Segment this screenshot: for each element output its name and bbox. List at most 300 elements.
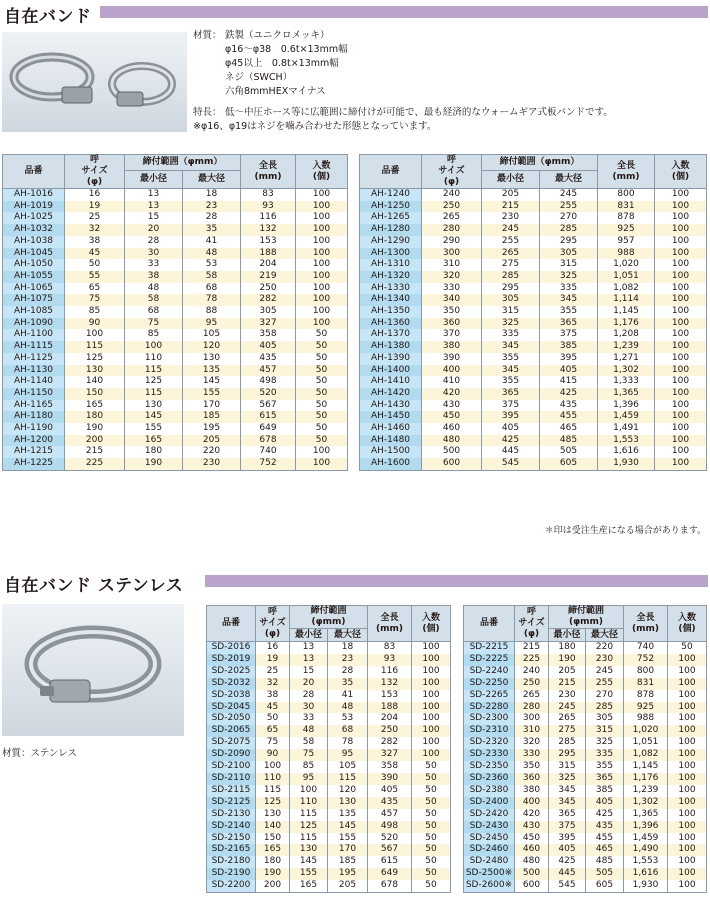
cell-max-diameter: 435 xyxy=(540,400,598,412)
cell-min-diameter: 110 xyxy=(125,353,183,365)
table-row xyxy=(3,224,348,236)
cell-quantity: 100 xyxy=(296,318,348,330)
cell-min-diameter: 355 xyxy=(482,353,540,365)
cell-max-diameter: 315 xyxy=(586,725,624,737)
cell-min-diameter: 345 xyxy=(482,341,540,353)
header-nominal-size: 呼 サイズ (φ) xyxy=(515,606,549,642)
spec-label xyxy=(193,85,225,99)
cell-length: 132 xyxy=(241,224,296,236)
cell-min-diameter: 180 xyxy=(549,642,586,654)
cell-code: AH-1320 xyxy=(360,271,422,283)
cell-max-diameter: 305 xyxy=(586,713,624,725)
cell-quantity: 50 xyxy=(296,353,348,365)
cell-code: SD-2320 xyxy=(464,737,515,749)
cell-code: SD-2140 xyxy=(207,821,256,833)
cell-nominal-size: 165 xyxy=(65,400,125,412)
cell-length: 1,302 xyxy=(598,365,655,377)
cell-max-diameter: 88 xyxy=(183,306,241,318)
cell-code: SD-2065 xyxy=(207,725,256,737)
table-row xyxy=(207,737,451,749)
feature-note: ※φ16、φ19はネジを噛み合わせた形態となっています。 xyxy=(193,121,437,132)
cell-length: 188 xyxy=(241,248,296,260)
cell-max-diameter: 105 xyxy=(328,761,368,773)
table-row xyxy=(360,201,707,213)
cell-code: SD-2025 xyxy=(207,666,256,678)
cell-nominal-size: 19 xyxy=(65,201,125,213)
cell-max-diameter: 245 xyxy=(586,666,624,678)
table-row xyxy=(207,833,451,845)
cell-code: AH-1200 xyxy=(3,435,65,447)
cell-code: AH-1330 xyxy=(360,283,422,295)
cell-min-diameter: 285 xyxy=(482,271,540,283)
cell-length: 1,365 xyxy=(598,388,655,400)
cell-quantity: 100 xyxy=(655,376,707,388)
cell-min-diameter: 75 xyxy=(290,749,328,761)
cell-code: AH-1025 xyxy=(3,212,65,224)
stainless-clamp-illustration xyxy=(2,604,184,736)
cell-code: SD-2380 xyxy=(464,785,515,797)
cell-max-diameter: 220 xyxy=(183,446,241,458)
header-length: 全長 (mm) xyxy=(624,606,668,642)
cell-min-diameter: 30 xyxy=(125,248,183,260)
cell-quantity: 100 xyxy=(655,365,707,377)
table-row xyxy=(360,446,707,458)
cell-length: 1,616 xyxy=(624,868,668,880)
cell-nominal-size: 430 xyxy=(422,400,482,412)
cell-quantity: 100 xyxy=(655,201,707,213)
cell-code: AH-1500 xyxy=(360,446,422,458)
cell-nominal-size: 240 xyxy=(422,189,482,201)
spec-label xyxy=(193,43,225,57)
cell-code: SD-2310 xyxy=(464,725,515,737)
cell-length: 831 xyxy=(598,201,655,213)
cell-nominal-size: 180 xyxy=(65,411,125,423)
cell-length: 498 xyxy=(368,821,412,833)
cell-nominal-size: 130 xyxy=(256,809,290,821)
spec-value: φ45以上 0.8t×13mm幅 xyxy=(225,58,339,69)
table-row xyxy=(3,189,348,201)
cell-quantity: 100 xyxy=(296,458,348,470)
cell-code: AH-1180 xyxy=(3,411,65,423)
cell-nominal-size: 45 xyxy=(256,702,290,714)
cell-max-diameter: 425 xyxy=(540,388,598,400)
table-row xyxy=(3,212,348,224)
cell-max-diameter: 365 xyxy=(540,318,598,330)
cell-min-diameter: 180 xyxy=(125,446,183,458)
cell-quantity: 100 xyxy=(655,212,707,224)
header-clamp-range: 締付範囲（φmm） xyxy=(125,155,241,171)
header-code: 品番 xyxy=(360,155,422,189)
cell-nominal-size: 480 xyxy=(515,856,549,868)
cell-max-diameter: 28 xyxy=(183,212,241,224)
cell-max-diameter: 95 xyxy=(183,318,241,330)
cell-quantity: 100 xyxy=(655,236,707,248)
table-row xyxy=(464,856,707,868)
table-row xyxy=(207,856,451,868)
cell-min-diameter: 365 xyxy=(549,809,586,821)
cell-length: 1,271 xyxy=(598,353,655,365)
cell-min-diameter: 395 xyxy=(482,411,540,423)
cell-quantity: 100 xyxy=(296,271,348,283)
cell-min-diameter: 13 xyxy=(125,189,183,201)
cell-code: SD-2110 xyxy=(207,773,256,785)
cell-code: AH-1280 xyxy=(360,224,422,236)
cell-quantity: 100 xyxy=(296,189,348,201)
cell-code: AH-1410 xyxy=(360,376,422,388)
cell-length: 93 xyxy=(241,201,296,213)
cell-code: AH-1130 xyxy=(3,365,65,377)
cell-min-diameter: 130 xyxy=(125,400,183,412)
cell-min-diameter: 245 xyxy=(482,224,540,236)
cell-quantity: 100 xyxy=(412,666,451,678)
cell-quantity: 100 xyxy=(412,690,451,702)
cell-nominal-size: 290 xyxy=(422,236,482,248)
cell-min-diameter: 325 xyxy=(549,773,586,785)
cell-min-diameter: 315 xyxy=(482,306,540,318)
cell-quantity: 100 xyxy=(296,259,348,271)
cell-max-diameter: 95 xyxy=(328,749,368,761)
cell-quantity: 50 xyxy=(296,423,348,435)
cell-quantity: 100 xyxy=(655,248,707,260)
cell-min-diameter: 445 xyxy=(549,868,586,880)
table-row xyxy=(360,283,707,295)
cell-nominal-size: 265 xyxy=(515,690,549,702)
cell-nominal-size: 320 xyxy=(422,271,482,283)
cell-code: SD-2038 xyxy=(207,690,256,702)
cell-max-diameter: 41 xyxy=(183,236,241,248)
cell-nominal-size: 90 xyxy=(256,749,290,761)
cell-quantity: 50 xyxy=(296,435,348,447)
table-row xyxy=(360,224,707,236)
cell-max-diameter: 185 xyxy=(328,856,368,868)
cell-quantity: 100 xyxy=(655,259,707,271)
cell-min-diameter: 375 xyxy=(549,821,586,833)
cell-min-diameter: 190 xyxy=(125,458,183,470)
cell-max-diameter: 23 xyxy=(183,201,241,213)
cell-quantity: 100 xyxy=(668,761,707,773)
section1-specs xyxy=(193,29,613,134)
cell-code: AH-1085 xyxy=(3,306,65,318)
cell-max-diameter: 325 xyxy=(586,737,624,749)
cell-length: 678 xyxy=(241,435,296,447)
cell-min-diameter: 115 xyxy=(125,365,183,377)
cell-min-diameter: 15 xyxy=(290,666,328,678)
table-row xyxy=(207,761,451,773)
cell-code: SD-2420 xyxy=(464,809,515,821)
cell-max-diameter: 170 xyxy=(183,400,241,412)
table-row xyxy=(207,785,451,797)
table-row xyxy=(360,212,707,224)
cell-max-diameter: 155 xyxy=(328,833,368,845)
table-row xyxy=(360,318,707,330)
table-row xyxy=(207,642,451,654)
cell-max-diameter: 270 xyxy=(586,690,624,702)
cell-max-diameter: 170 xyxy=(328,844,368,856)
cell-quantity: 100 xyxy=(296,283,348,295)
cell-quantity: 50 xyxy=(296,341,348,353)
cell-length: 1,176 xyxy=(598,318,655,330)
cell-min-diameter: 365 xyxy=(482,388,540,400)
cell-min-diameter: 190 xyxy=(549,654,586,666)
cell-quantity: 100 xyxy=(655,458,707,470)
cell-code: SD-2360 xyxy=(464,773,515,785)
cell-length: 1,491 xyxy=(598,423,655,435)
cell-length: 153 xyxy=(241,236,296,248)
cell-max-diameter: 335 xyxy=(586,749,624,761)
cell-min-diameter: 335 xyxy=(482,329,540,341)
table-row xyxy=(360,423,707,435)
cell-length: 405 xyxy=(241,341,296,353)
cell-code: AH-1340 xyxy=(360,294,422,306)
cell-code: AH-1019 xyxy=(3,201,65,213)
cell-max-diameter: 355 xyxy=(586,761,624,773)
cell-nominal-size: 38 xyxy=(65,236,125,248)
cell-min-diameter: 165 xyxy=(125,435,183,447)
cell-length: 1,459 xyxy=(598,411,655,423)
cell-max-diameter: 115 xyxy=(328,773,368,785)
cell-min-diameter: 165 xyxy=(290,880,328,892)
cell-quantity: 100 xyxy=(412,654,451,666)
product-photo-zinc-clamps xyxy=(2,32,187,132)
section1-title: 自在バンド xyxy=(4,7,92,27)
spec-value: ネジ（SWCH） xyxy=(225,72,293,83)
table-row xyxy=(207,678,451,690)
cell-min-diameter: 355 xyxy=(482,376,540,388)
table-row xyxy=(360,365,707,377)
cell-nominal-size: 140 xyxy=(65,376,125,388)
cell-min-diameter: 145 xyxy=(290,856,328,868)
cell-nominal-size: 280 xyxy=(422,224,482,236)
table-row xyxy=(3,353,348,365)
header-quantity: 入数 (個) xyxy=(655,155,707,189)
header-quantity: 入数 (個) xyxy=(296,155,348,189)
cell-min-diameter: 20 xyxy=(125,224,183,236)
cell-min-diameter: 58 xyxy=(125,294,183,306)
cell-quantity: 100 xyxy=(668,713,707,725)
table-row xyxy=(464,737,707,749)
table-row xyxy=(3,435,348,447)
product-photo-stainless-clamp xyxy=(2,604,184,736)
cell-code: SD-2016 xyxy=(207,642,256,654)
cell-nominal-size: 420 xyxy=(515,809,549,821)
cell-min-diameter: 100 xyxy=(290,785,328,797)
cell-max-diameter: 130 xyxy=(183,353,241,365)
cell-code: AH-1290 xyxy=(360,236,422,248)
cell-code: AH-1370 xyxy=(360,329,422,341)
table-row xyxy=(464,880,707,892)
header-length: 全長 (mm) xyxy=(368,606,412,642)
cell-quantity: 100 xyxy=(668,725,707,737)
cell-max-diameter: 78 xyxy=(328,737,368,749)
cell-max-diameter: 68 xyxy=(183,283,241,295)
table-row xyxy=(3,458,348,470)
cell-max-diameter: 120 xyxy=(183,341,241,353)
header-min-diameter: 最小径 xyxy=(482,171,540,189)
table-row xyxy=(360,236,707,248)
header-max-diameter: 最大径 xyxy=(586,629,624,642)
header-nominal-size: 呼 サイズ (φ) xyxy=(422,155,482,189)
cell-quantity: 100 xyxy=(655,189,707,201)
cell-code: AH-1100 xyxy=(3,329,65,341)
header-code: 品番 xyxy=(207,606,256,642)
table-row xyxy=(3,365,348,377)
cell-min-diameter: 265 xyxy=(482,248,540,260)
cell-max-diameter: 375 xyxy=(540,329,598,341)
cell-length: 925 xyxy=(624,702,668,714)
cell-length: 1,176 xyxy=(624,773,668,785)
table-row xyxy=(3,236,348,248)
cell-min-diameter: 405 xyxy=(549,844,586,856)
table-row xyxy=(360,271,707,283)
cell-nominal-size: 460 xyxy=(515,844,549,856)
cell-code: AH-1480 xyxy=(360,435,422,447)
cell-min-diameter: 115 xyxy=(290,833,328,845)
cell-min-diameter: 115 xyxy=(290,809,328,821)
cell-length: 1,239 xyxy=(598,341,655,353)
cell-quantity: 100 xyxy=(655,388,707,400)
cell-length: 188 xyxy=(368,702,412,714)
cell-length: 878 xyxy=(598,212,655,224)
cell-code: AH-1115 xyxy=(3,341,65,353)
cell-quantity: 100 xyxy=(668,868,707,880)
cell-code: AH-1050 xyxy=(3,259,65,271)
cell-nominal-size: 390 xyxy=(422,353,482,365)
cell-length: 1,020 xyxy=(624,725,668,737)
table-row xyxy=(464,833,707,845)
cell-nominal-size: 380 xyxy=(422,341,482,353)
cell-length: 520 xyxy=(368,833,412,845)
stainless-clamp-table-right xyxy=(463,605,707,893)
table-row xyxy=(3,271,348,283)
cell-min-diameter: 345 xyxy=(549,797,586,809)
table-row xyxy=(360,435,707,447)
table-row xyxy=(3,318,348,330)
cell-max-diameter: 145 xyxy=(328,821,368,833)
cell-length: 282 xyxy=(241,294,296,306)
table-row xyxy=(360,189,707,201)
cell-quantity: 50 xyxy=(296,376,348,388)
cell-max-diameter: 285 xyxy=(586,702,624,714)
table-row xyxy=(3,376,348,388)
table-row xyxy=(360,341,707,353)
cell-length: 520 xyxy=(241,388,296,400)
cell-quantity: 100 xyxy=(668,737,707,749)
cell-min-diameter: 110 xyxy=(290,797,328,809)
cell-max-diameter: 485 xyxy=(540,435,598,447)
cell-nominal-size: 300 xyxy=(422,248,482,260)
cell-quantity: 100 xyxy=(655,435,707,447)
cell-nominal-size: 215 xyxy=(65,446,125,458)
cell-nominal-size: 16 xyxy=(256,642,290,654)
cell-nominal-size: 400 xyxy=(422,365,482,377)
cell-length: 925 xyxy=(598,224,655,236)
cell-code: AH-1460 xyxy=(360,423,422,435)
cell-length: 305 xyxy=(241,306,296,318)
cell-quantity: 100 xyxy=(655,423,707,435)
cell-code: SD-2350 xyxy=(464,761,515,773)
cell-quantity: 100 xyxy=(412,725,451,737)
cell-nominal-size: 65 xyxy=(65,283,125,295)
cell-code: AH-1450 xyxy=(360,411,422,423)
cell-length: 1,490 xyxy=(624,844,668,856)
cell-max-diameter: 315 xyxy=(540,259,598,271)
cell-nominal-size: 100 xyxy=(65,329,125,341)
cell-min-diameter: 95 xyxy=(290,773,328,785)
cell-max-diameter: 53 xyxy=(328,713,368,725)
header-code: 品番 xyxy=(3,155,65,189)
cell-code: SD-2050 xyxy=(207,713,256,725)
cell-code: AH-1065 xyxy=(3,283,65,295)
cell-code: AH-1300 xyxy=(360,248,422,260)
cell-code: SD-2100 xyxy=(207,761,256,773)
cell-max-diameter: 605 xyxy=(540,458,598,470)
cell-length: 878 xyxy=(624,690,668,702)
cell-nominal-size: 330 xyxy=(515,749,549,761)
cell-max-diameter: 325 xyxy=(540,271,598,283)
cell-length: 1,930 xyxy=(598,458,655,470)
cell-code: AH-1016 xyxy=(3,189,65,201)
cell-code: AH-1125 xyxy=(3,353,65,365)
cell-length: 1,553 xyxy=(624,856,668,868)
cell-min-diameter: 58 xyxy=(290,737,328,749)
cell-nominal-size: 225 xyxy=(65,458,125,470)
cell-nominal-size: 38 xyxy=(256,690,290,702)
table-row xyxy=(3,446,348,458)
table-row xyxy=(464,690,707,702)
cell-length: 649 xyxy=(368,868,412,880)
cell-code: AH-1055 xyxy=(3,271,65,283)
cell-quantity: 50 xyxy=(412,821,451,833)
cell-max-diameter: 385 xyxy=(540,341,598,353)
cell-max-diameter: 28 xyxy=(328,666,368,678)
spec-value: 六角8mmHEXマイナス xyxy=(225,86,326,97)
table-row xyxy=(464,654,707,666)
cell-code: SD-2019 xyxy=(207,654,256,666)
cell-nominal-size: 600 xyxy=(515,880,549,892)
cell-min-diameter: 155 xyxy=(125,423,183,435)
cell-min-diameter: 305 xyxy=(482,294,540,306)
cell-length: 1,616 xyxy=(598,446,655,458)
cell-quantity: 50 xyxy=(412,761,451,773)
cell-max-diameter: 255 xyxy=(586,678,624,690)
cell-length: 327 xyxy=(368,749,412,761)
cell-code: AH-1430 xyxy=(360,400,422,412)
table-row xyxy=(464,773,707,785)
cell-nominal-size: 50 xyxy=(65,259,125,271)
cell-nominal-size: 180 xyxy=(256,856,290,868)
cell-length: 93 xyxy=(368,654,412,666)
cell-length: 132 xyxy=(368,678,412,690)
cell-code: SD-2165 xyxy=(207,844,256,856)
cell-code: SD-2250 xyxy=(464,678,515,690)
cell-code: SD-2330 xyxy=(464,749,515,761)
cell-length: 800 xyxy=(598,189,655,201)
cell-min-diameter: 68 xyxy=(125,306,183,318)
cell-code: AH-1032 xyxy=(3,224,65,236)
table-row xyxy=(3,294,348,306)
cell-min-diameter: 425 xyxy=(482,435,540,447)
cell-quantity: 100 xyxy=(655,306,707,318)
cell-code: AH-1380 xyxy=(360,341,422,353)
cell-max-diameter: 53 xyxy=(183,259,241,271)
cell-min-diameter: 28 xyxy=(125,236,183,248)
cell-nominal-size: 130 xyxy=(65,365,125,377)
table-row xyxy=(360,458,707,470)
spec-value: 鉄製（ユニクロメッキ） xyxy=(225,30,330,41)
cell-length: 358 xyxy=(241,329,296,341)
cell-code: AH-1225 xyxy=(3,458,65,470)
cell-code: AH-1350 xyxy=(360,306,422,318)
